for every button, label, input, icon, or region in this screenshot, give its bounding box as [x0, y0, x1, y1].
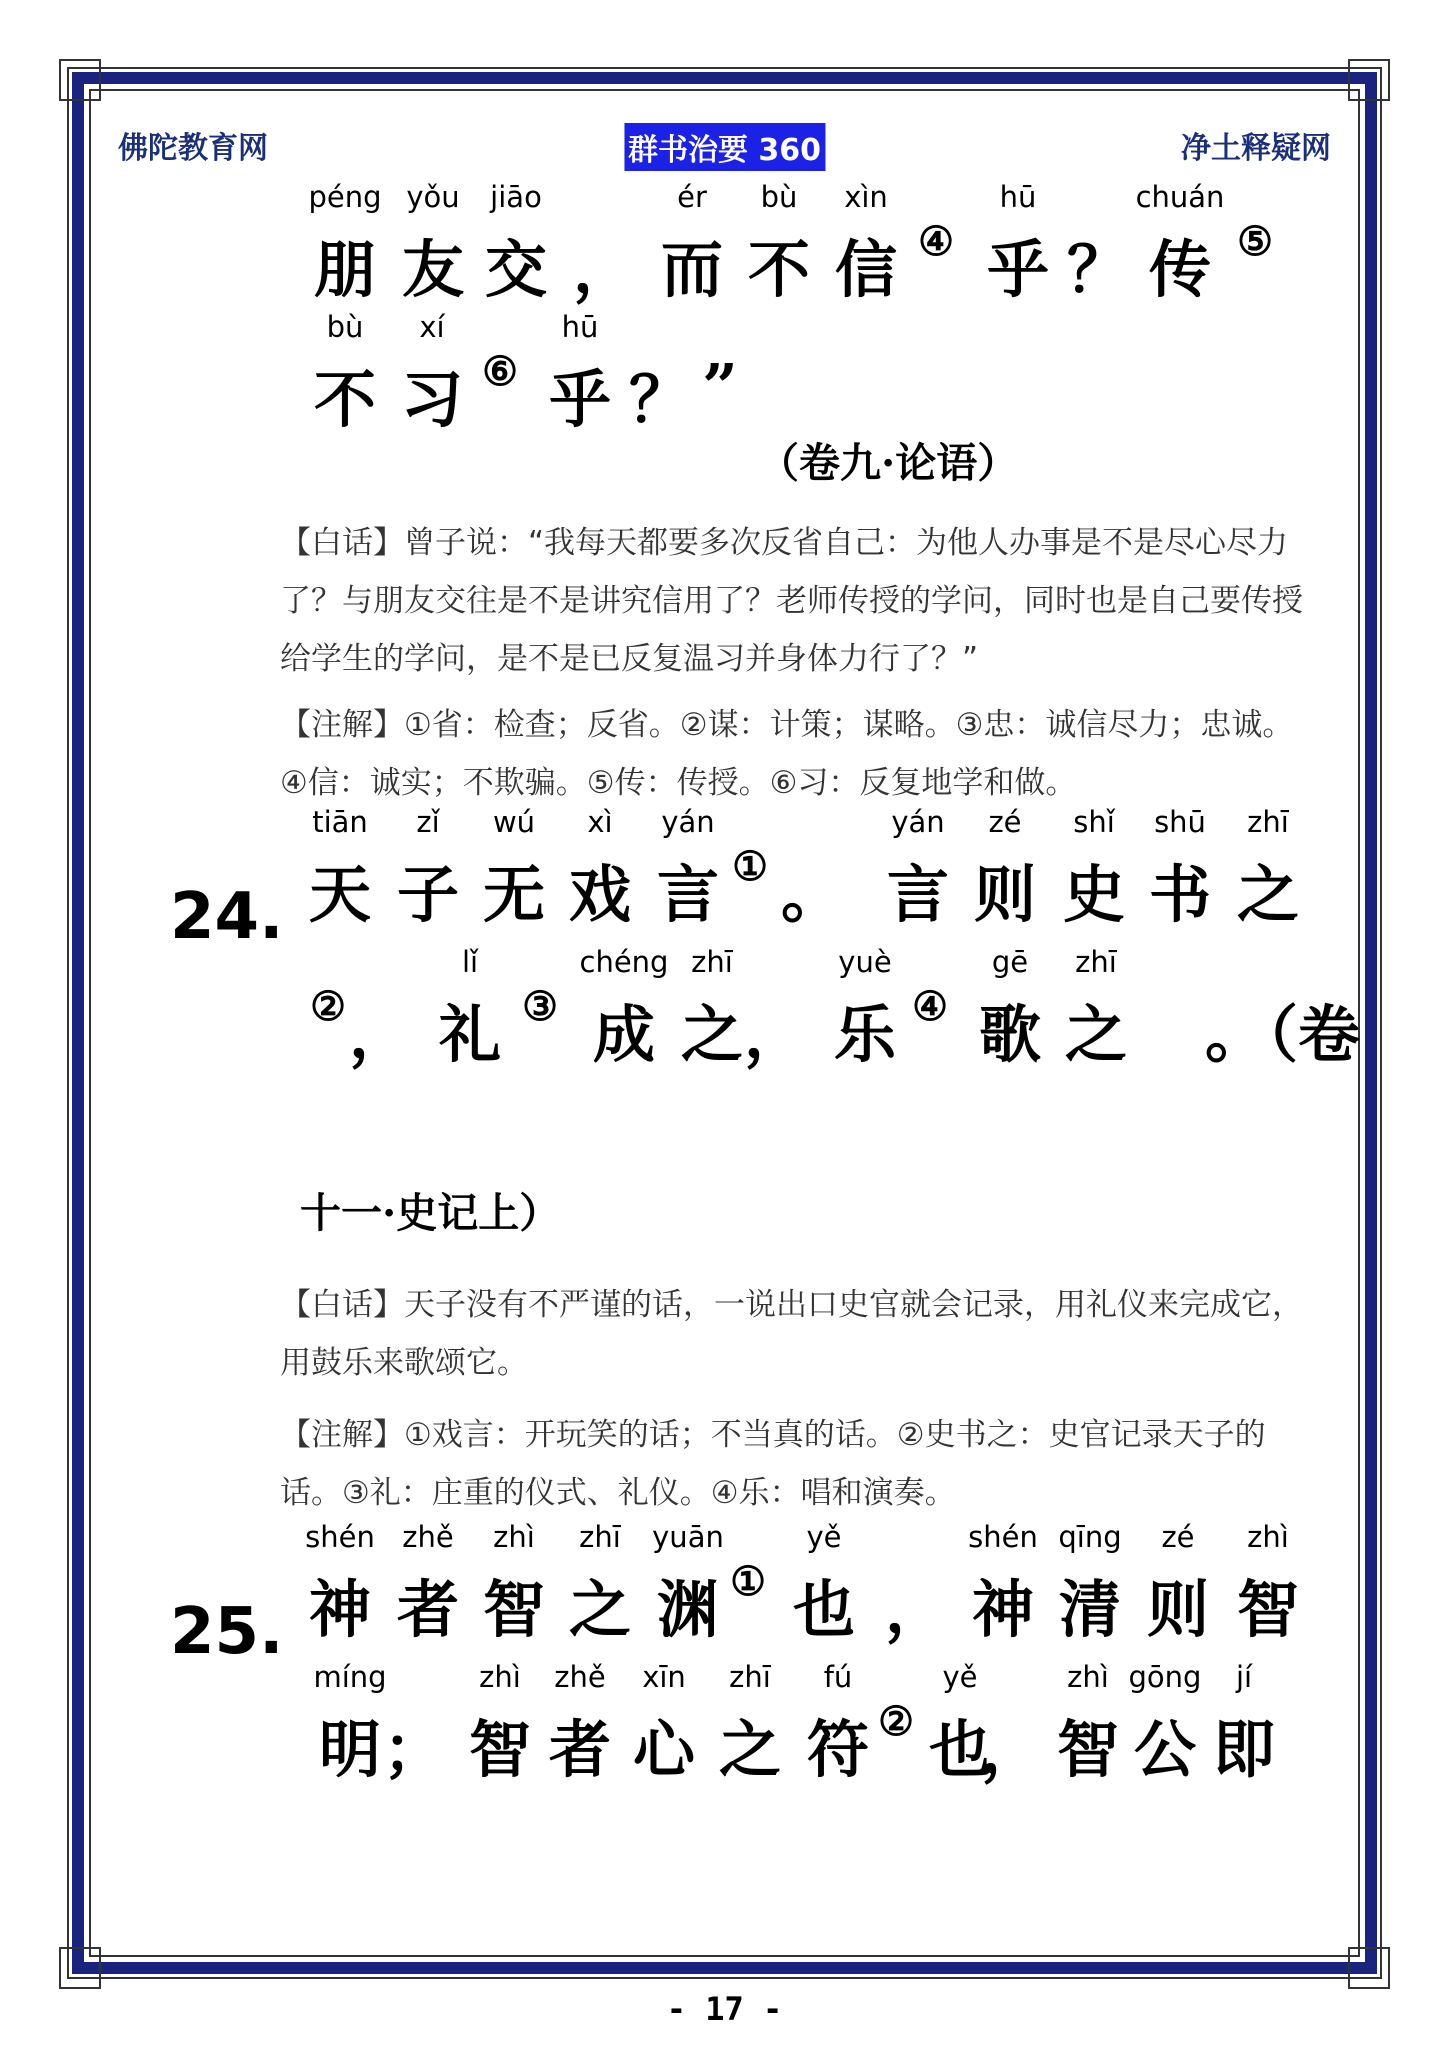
pinyin-annotation: yán	[891, 805, 945, 839]
hanzi-character: 习	[400, 363, 464, 436]
pinyin-annotation: zǐ	[416, 805, 440, 839]
hanzi-character: 而	[660, 233, 724, 306]
pinyin-annotation: tiān	[312, 805, 368, 839]
hanzi-character: 信	[834, 233, 898, 306]
pinyin-annotation: yuān	[652, 1520, 724, 1554]
hanzi-character: 歌	[978, 998, 1042, 1071]
hanzi-character: 神	[308, 1573, 372, 1646]
pinyin-annotation: zhī	[1247, 805, 1289, 839]
pinyin-annotation: wú	[492, 805, 536, 839]
pinyin-annotation: míng	[313, 1660, 387, 1694]
hanzi-character: 之	[1236, 858, 1300, 931]
pinyin-annotation: xí	[419, 310, 445, 344]
hanzi-character: 神	[971, 1573, 1035, 1646]
pinyin-annotation: xìn	[844, 180, 888, 214]
punctuation-mark: ⑥	[482, 348, 518, 395]
pinyin-annotation: yǒu	[406, 180, 460, 214]
hanzi-character: 符	[806, 1713, 870, 1786]
pinyin-annotation: shén	[305, 1520, 375, 1554]
pinyin-annotation: hū	[999, 180, 1037, 214]
pinyin-annotation: zhě	[554, 1660, 606, 1694]
pinyin-annotation: bù	[760, 180, 798, 214]
hanzi-character: 不	[747, 233, 811, 306]
punctuation-mark: 。（卷	[1205, 998, 1361, 1071]
hanzi-character: 之	[718, 1713, 782, 1786]
punctuation-mark: ④	[912, 983, 948, 1030]
pinyin-annotation: shū	[1154, 805, 1206, 839]
pinyin-annotation: yě	[942, 1660, 978, 1694]
pinyin-annotation: zhī	[691, 945, 733, 979]
hanzi-character: 言	[656, 858, 720, 931]
pinyin-annotation: péng	[308, 180, 382, 214]
source-citation: （卷九·论语）	[758, 439, 1019, 487]
punctuation-mark: ⑤	[1237, 218, 1273, 265]
hanzi-character: 渊	[656, 1573, 720, 1646]
book-title-highlight: 群书治要 360	[624, 123, 825, 171]
hanzi-character: 智	[1056, 1713, 1120, 1786]
hanzi-character: 之	[568, 1573, 632, 1646]
hanzi-character: 乎	[548, 363, 612, 436]
hanzi-character: 清	[1058, 1573, 1122, 1646]
pinyin-annotation: zhě	[402, 1520, 454, 1554]
hanzi-character: 之	[680, 998, 744, 1071]
hanzi-character: 言	[886, 858, 950, 931]
pinyin-annotation: shǐ	[1073, 805, 1115, 839]
pinyin-annotation: zé	[1161, 1520, 1195, 1554]
punctuation-mark: ②	[310, 983, 346, 1030]
pinyin-annotation: ér	[677, 180, 707, 214]
punctuation-mark: ①	[732, 843, 768, 890]
pinyin-annotation: yán	[661, 805, 715, 839]
pinyin-annotation: zhī	[579, 1520, 621, 1554]
hanzi-character: 乎	[986, 233, 1050, 306]
punctuation-mark: ”	[702, 350, 738, 423]
site-name-left: 佛陀教育网	[118, 131, 268, 166]
hanzi-character: 成	[592, 998, 656, 1071]
pinyin-annotation: gē	[991, 945, 1029, 979]
hanzi-character: 即	[1212, 1713, 1276, 1786]
hanzi-character: 友	[401, 233, 465, 306]
punctuation-mark: ②	[878, 1698, 914, 1745]
pinyin-annotation: yě	[806, 1520, 842, 1554]
hanzi-character: 戏	[568, 858, 632, 931]
site-name-right: 净土释疑网	[1181, 131, 1331, 166]
pinyin-annotation: zhì	[479, 1660, 521, 1694]
hanzi-character: 无	[482, 858, 546, 931]
source-citation: 十一·史记上）	[300, 1189, 561, 1237]
hanzi-character: 则	[1146, 1573, 1210, 1646]
punctuation-mark: ？	[1066, 233, 1130, 306]
vernacular-translation: 【白话】天子没有不严谨的话，一说出口史官就会记录，用礼仪来完成它，用鼓乐来歌颂它。	[280, 1287, 1303, 1381]
pinyin-annotation: chuán	[1135, 180, 1225, 214]
punctuation-mark: ？	[628, 363, 692, 436]
hanzi-character: 智	[468, 1713, 532, 1786]
hanzi-character: 不	[313, 363, 377, 436]
pinyin-annotation: zé	[988, 805, 1022, 839]
annotation-notes: 【注解】①戏言：开玩笑的话；不当真的话。②史书之：史官记录天子的话。③礼：庄重的仪式、礼仪。④乐：唱和演奏。	[280, 1417, 1266, 1511]
punctuation-mark: ，	[980, 1713, 1044, 1786]
pinyin-annotation: zhì	[1067, 1660, 1109, 1694]
pinyin-annotation: bù	[326, 310, 364, 344]
pinyin-annotation: zhì	[493, 1520, 535, 1554]
punctuation-mark: ③	[522, 983, 558, 1030]
punctuation-mark: ，	[572, 233, 636, 306]
pinyin-annotation: gōng	[1128, 1660, 1202, 1694]
pinyin-annotation: jiāo	[490, 180, 542, 214]
punctuation-mark: ，	[348, 998, 412, 1071]
hanzi-character: 史	[1062, 858, 1126, 931]
pinyin-annotation: qīng	[1058, 1520, 1122, 1554]
annotation-notes: 【注解】①省：检查；反省。②谋：计策；谋略。③忠：诚信尽力；忠诚。④信：诚实；不欺骗。⑤传：传授。⑥习：反复地学和做。	[280, 707, 1294, 801]
hanzi-character: 心	[632, 1713, 696, 1786]
hanzi-character: 传	[1148, 233, 1212, 306]
punctuation-mark: ①	[730, 1558, 766, 1605]
punctuation-mark: ；	[382, 1713, 446, 1786]
hanzi-character: 朋	[313, 233, 377, 306]
pinyin-annotation: jí	[1235, 1660, 1253, 1694]
pinyin-annotation: hū	[561, 310, 599, 344]
pinyin-annotation: zhì	[1247, 1520, 1289, 1554]
hanzi-character: 书	[1148, 858, 1212, 931]
hanzi-character: 也	[928, 1713, 992, 1786]
passage-number: 25.	[170, 1595, 284, 1669]
passage-number: 24.	[170, 880, 284, 954]
hanzi-character: 交	[484, 233, 548, 306]
punctuation-mark: ④	[918, 218, 954, 265]
hanzi-character: 智	[1236, 1573, 1300, 1646]
pinyin-annotation: chéng	[579, 945, 669, 979]
hanzi-character: 智	[482, 1573, 546, 1646]
hanzi-character: 子	[396, 858, 460, 931]
punctuation-mark: 。	[780, 858, 844, 931]
hanzi-character: 公	[1133, 1713, 1197, 1786]
vernacular-translation: 【白话】曾子说：“我每天都要多次反省自己：为他人办事是不是尽心尽力了？与朋友交往是不是讲究信用了？老师传授的学问，同时也是自己要传授给学生的学问，是不是已反复温习并身体力行了？”	[280, 525, 1303, 677]
pinyin-annotation: zhī	[1075, 945, 1117, 979]
hanzi-character: 之	[1064, 998, 1128, 1071]
hanzi-character: 乐	[833, 998, 897, 1071]
hanzi-character: 天	[308, 858, 372, 931]
hanzi-character: 者	[396, 1573, 460, 1646]
pinyin-annotation: fú	[823, 1660, 853, 1694]
hanzi-character: 则	[973, 858, 1037, 931]
hanzi-character: 者	[548, 1713, 612, 1786]
pinyin-annotation: xīn	[642, 1660, 686, 1694]
pinyin-annotation: xì	[587, 805, 613, 839]
hanzi-character: 明	[318, 1713, 382, 1786]
pinyin-annotation: yuè	[838, 945, 892, 979]
punctuation-mark: ，	[884, 1573, 948, 1646]
hanzi-character: 礼	[438, 998, 502, 1071]
pinyin-annotation: shén	[968, 1520, 1038, 1554]
punctuation-mark: ，	[743, 998, 807, 1071]
pinyin-annotation: zhī	[729, 1660, 771, 1694]
page-number: - 17 -	[666, 1990, 783, 2028]
pinyin-annotation: lǐ	[461, 945, 479, 979]
hanzi-character: 也	[792, 1573, 856, 1646]
